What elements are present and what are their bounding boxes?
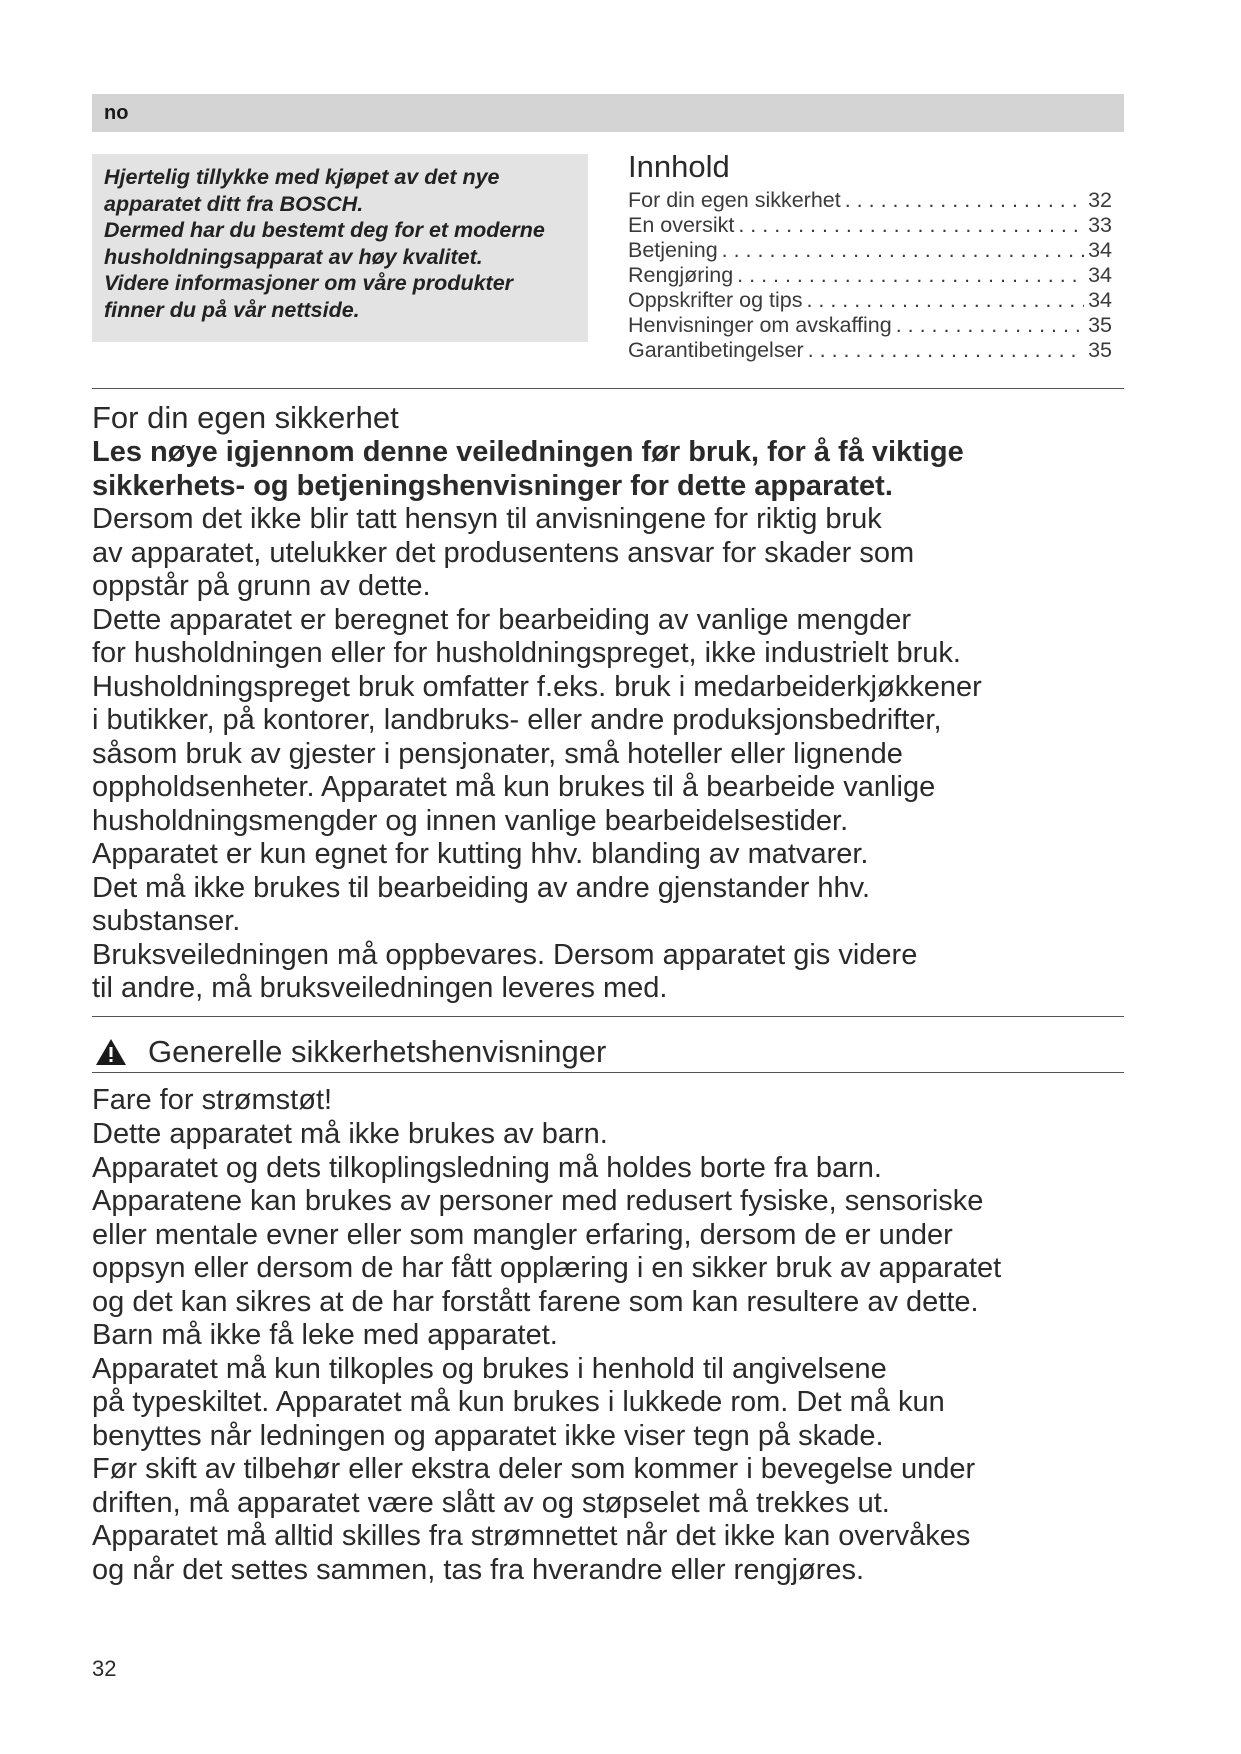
section-divider — [92, 1072, 1124, 1073]
language-bar — [92, 94, 1124, 132]
toc-entry-label: Garantibetingelser — [628, 338, 804, 362]
safety-line: Apparatet er kun egnet for kutting hhv. blanding av matvarer. — [92, 838, 869, 870]
section-divider — [92, 388, 1124, 389]
general-safety-section — [92, 1082, 1142, 1587]
toc-entry-label: Henvisninger om avskaffing — [628, 313, 892, 337]
toc-entry-label: Rengjøring — [628, 263, 734, 287]
toc-entry[interactable] — [628, 313, 1112, 338]
intro-line: husholdningsapparat av høy kvalitet. — [104, 244, 483, 269]
toc-leader — [808, 338, 1084, 363]
toc-entry-label: En oversikt — [628, 213, 735, 237]
safety-line: Det må ikke brukes til bearbeiding av andre gjenstander hhv. — [92, 871, 871, 904]
toc-entry-page: 34 — [1088, 238, 1112, 262]
toc-entry[interactable] — [628, 288, 1112, 313]
safety-line: oppholdsenheter. Apparatet må kun brukes til å bearbeide vanlige — [92, 771, 936, 803]
toc-leader — [737, 263, 1084, 288]
toc-entry[interactable] — [628, 263, 1112, 288]
general-line: eller mentale evner eller som mangler erfaring, dersom de er under — [92, 1218, 953, 1251]
toc-entry-page: 33 — [1088, 213, 1112, 237]
general-line: og når det settes sammen, tas fra hverandre eller rengjøres. — [92, 1553, 865, 1586]
safety-line: Bruksveiledningen må oppbevares. Dersom apparatet gis videre — [92, 938, 918, 971]
warning-triangle-icon — [94, 1037, 128, 1067]
general-line: på typeskiltet. Apparatet må kun brukes i lukkede rom. Det må kun — [92, 1386, 945, 1418]
general-safety-heading-row — [92, 1032, 1124, 1072]
general-safety-heading: Generelle sikkerhetshenvisninger — [148, 1034, 607, 1069]
safety-line: av apparatet, utelukker det produsentens ansvar for skader som — [92, 536, 915, 569]
safety-line: i butikker, på kontorer, landbruks- eller andre produksjonsbedrifter, — [92, 704, 942, 736]
general-line: Før skift av tilbehør eller ekstra deler som kommer i bevegelse under — [92, 1453, 976, 1485]
safety-line: såsom bruk av gjester i pensjonater, små hoteller eller lignende — [92, 737, 903, 770]
toc-leader — [722, 238, 1084, 263]
general-line: oppsyn eller dersom de har fått opplæring i en sikker bruk av apparatet — [92, 1252, 1002, 1284]
intro-line: Dermed har du bestemt deg for et moderne — [104, 218, 545, 242]
intro-line: Hjertelig tillykke med kjøpet av det nye — [104, 165, 500, 189]
general-subheading: Fare for strømstøt! — [92, 1084, 333, 1116]
general-line: Apparatet må kun tilkoples og brukes i henhold til angivelsene — [92, 1352, 887, 1385]
language-code: no — [104, 102, 129, 124]
general-line: Apparatene kan brukes av personer med redusert fysiske, sensoriske — [92, 1185, 984, 1217]
intro-line: apparatet ditt fra BOSCH. — [104, 191, 364, 216]
section-divider — [92, 1016, 1124, 1017]
toc-title: Innhold — [628, 149, 730, 184]
safety-heading: For din egen sikkerhet — [92, 400, 399, 435]
general-line: Apparatet og dets tilkoplingsledning må holdes borte fra barn. — [92, 1151, 882, 1184]
safety-bold-line: sikkerhets- og betjeningshenvisninger for dette apparatet. — [92, 469, 893, 502]
toc-leader — [738, 213, 1084, 238]
toc-entry-page: 34 — [1088, 288, 1112, 312]
safety-line: Dersom det ikke blir tatt hensyn til anvisningene for riktig bruk — [92, 503, 882, 535]
safety-line: til andre, må bruksveiledningen leveres med. — [92, 972, 668, 1004]
table-of-contents — [628, 148, 1112, 363]
toc-entry-label: For din egen sikkerhet — [628, 188, 841, 212]
toc-leader — [806, 288, 1084, 313]
safety-line: oppstår på grunn av dette. — [92, 570, 431, 602]
toc-entry-page: 35 — [1088, 338, 1112, 362]
general-line: benyttes når ledningen og apparatet ikke viser tegn på skade. — [92, 1419, 884, 1452]
intro-line: finner du på vår nettside. — [104, 297, 360, 322]
safety-bold-line: Les nøye igjennom denne veiledningen før bruk, for å få viktige — [92, 436, 964, 468]
general-line: Barn må ikke få leke med apparatet. — [92, 1319, 558, 1351]
toc-entry-page: 32 — [1088, 188, 1112, 212]
intro-box — [92, 154, 588, 342]
general-line: og det kan sikres at de har forstått farene som kan resultere av dette. — [92, 1285, 979, 1318]
general-line: Apparatet må alltid skilles fra strømnettet når det ikke kan overvåkes — [92, 1520, 971, 1552]
toc-entry-page: 34 — [1088, 263, 1112, 287]
safety-line: Husholdningspreget bruk omfatter f.eks. bruk i medarbeiderkjøkkener — [92, 670, 982, 703]
toc-leader — [896, 313, 1084, 338]
toc-entry-page: 35 — [1088, 313, 1112, 337]
safety-section — [92, 400, 1142, 1006]
toc-entry[interactable] — [628, 338, 1112, 363]
intro-line: Videre informasjoner om våre produkter — [104, 271, 514, 295]
general-line: Dette apparatet må ikke brukes av barn. — [92, 1118, 608, 1150]
toc-entry[interactable] — [628, 188, 1112, 213]
toc-entry-label: Oppskrifter og tips — [628, 288, 803, 312]
safety-line: husholdningsmengder og innen vanlige bearbeidelsestider. — [92, 804, 849, 837]
safety-line: for husholdningen eller for husholdningspreget, ikke industrielt bruk. — [92, 637, 961, 669]
general-line: driften, må apparatet være slått av og støpselet må trekkes ut. — [92, 1486, 890, 1519]
toc-entry[interactable] — [628, 238, 1112, 263]
safety-line: Dette apparatet er beregnet for bearbeiding av vanlige mengder — [92, 603, 911, 636]
toc-entry[interactable] — [628, 213, 1112, 238]
safety-line: substanser. — [92, 905, 241, 937]
toc-entry-label: Betjening — [628, 238, 718, 262]
toc-leader — [845, 188, 1084, 213]
page-number: 32 — [92, 1656, 117, 1681]
